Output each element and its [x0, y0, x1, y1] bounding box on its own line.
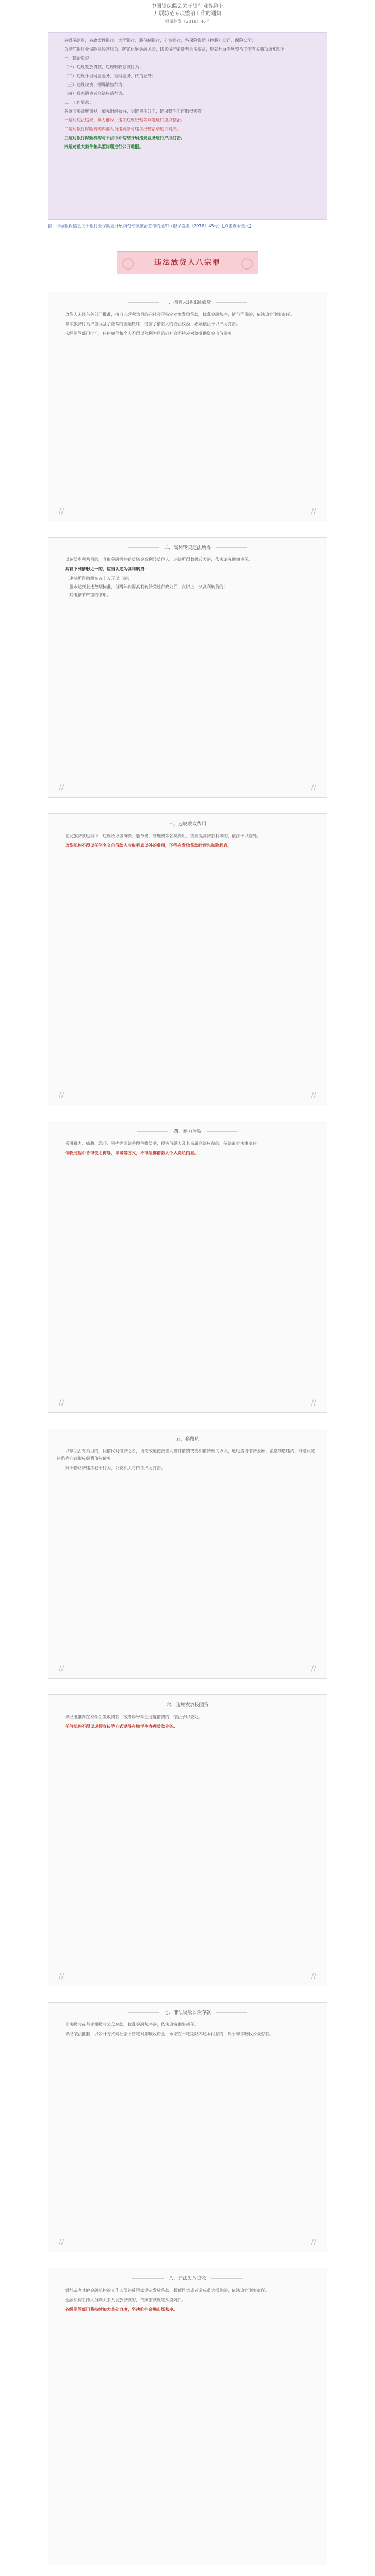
notice-title-line2: 开展防范专项整治工作的通知	[154, 11, 221, 17]
section-paragraph: 对于套路贷违法犯罪行为，公安机关将依法严厉打击。	[65, 1466, 165, 1470]
section-title: 四、暴力催收	[48, 1121, 327, 1137]
section-5	[48, 1429, 327, 1679]
notice-paragraph: （二）违规开展同业业务、理财业务、代销业务；	[64, 74, 156, 78]
section-paragraph: 任何机构不得以虚假宣传等方式诱导在校学生办理贷款业务。	[65, 1724, 178, 1729]
notice-green-line: 四是对重大案件和典型问题进行公开通报。	[64, 144, 143, 149]
section-paragraph: 非法吸收或者变相吸收公众存款，扰乱金融秩序的，依法追究刑事责任。	[65, 2022, 198, 2027]
quote-mark-icon: //	[59, 2238, 64, 2247]
section-title: 七、非法吸收公众存款	[48, 2003, 327, 2018]
notice-paragraph: 二、工作要求：	[64, 100, 93, 105]
section-paragraph: 银行或者其他金融机构的工作人员违反国家规定发放贷款，数额巨大或者造成重大损失的，依法追究刑事责任。	[65, 2288, 269, 2293]
section-2	[48, 537, 327, 798]
section-paragraph: 未经监管部门批准，任何单位和个人不得以营利为目的向社会不特定对象提供资金出借业务。	[65, 331, 236, 336]
notice-box	[48, 32, 327, 220]
quote-mark-icon: //	[311, 2238, 316, 2247]
notice-paragraph: （一）违规发放贷款、违规吸收存款行为；	[64, 65, 143, 69]
section-list-item: 违法所得数额在五十万元以上的；	[69, 576, 132, 581]
quote-mark-icon: //	[59, 1665, 64, 1673]
section-paragraph: 具有下列情形之一的，应当认定为高利转贷：	[65, 567, 148, 571]
quote-mark-icon: //	[59, 1399, 64, 1407]
section-8	[48, 2268, 327, 2565]
section-paragraph: 放贷机构不得以任何名义向借款人收取利息以外的费用，不得在发放贷款时预先扣除利息。	[65, 843, 232, 848]
source-link[interactable]: 摘：中国银保监会关于银行业保险业开展防范专项整治工作的通知（银保监发〔2018〕45号）【点击查看全文】	[48, 224, 254, 228]
section-paragraph: 以非法占有为目的，假借民间借贷之名，诱使或迫使被害人签订借贷或变相借贷相关协议，通过虚增借贷金额、恶意制造违约、肆意认定违约等方式形成虚假债权债务。	[57, 1449, 315, 1461]
section-paragraph: 未经批准向在校学生发放贷款，或者诱导学生过度借贷的，依法予以查处。	[65, 1715, 203, 1719]
section-4	[48, 1121, 327, 1413]
notice-green-line: 三是对银行保险机构与不法中介勾结开展违规业务进行严厉打击。	[64, 136, 185, 140]
quote-mark-icon: //	[59, 1972, 64, 1981]
notice-paragraph: 各单位要高度重视，加强组织领导，明确责任分工，确保整治工作取得实效。	[64, 109, 206, 114]
section-7	[48, 2002, 327, 2252]
section-title: 八、违法发放贷款	[48, 2268, 327, 2284]
section-list-item: 其他情节严重的情形。	[69, 593, 111, 597]
quote-mark-icon: //	[311, 1091, 316, 1100]
section-title: 三、违规收取费用	[48, 814, 327, 829]
banner	[117, 251, 258, 274]
quote-mark-icon: //	[59, 507, 64, 516]
section-1	[48, 292, 327, 521]
notice-paragraph: 为规范银行业保险业经营行为，防范化解金融风险，切实保护消费者合法权益，现就开展专项整治工作有关事项通知如下。	[64, 47, 289, 52]
quote-mark-icon: //	[59, 1091, 64, 1100]
quote-mark-icon: //	[311, 507, 316, 516]
notice-paragraph: （三）违规收费、捆绑销售行为；	[64, 82, 127, 87]
quote-mark-icon: //	[311, 784, 316, 792]
notice-header	[0, 0, 375, 25]
quote-mark-icon: //	[59, 784, 64, 792]
banner-title: 违法放贷人八宗罪	[154, 259, 221, 267]
quote-mark-icon: //	[311, 1665, 316, 1673]
section-paragraph: 非法放贷行为严重扰乱了正常的金融秩序，侵害了借款人的合法权益，必须依法予以严厉打击。	[65, 322, 240, 326]
section-title: 一、擅自未经批准放贷	[48, 292, 327, 308]
section-title: 五、套路贷	[48, 1429, 327, 1445]
section-paragraph: 以转贷牟利为目的，套取金融机构信贷资金高利转贷他人，违法所得数额较大的，依法追究刑事责任。	[65, 557, 253, 562]
notice-title-line1: 中国银保监会关于银行业保险业	[151, 4, 224, 9]
section-paragraph: 各级监管部门将持续加大查处力度，坚决维护金融市场秩序。	[65, 2307, 178, 2312]
notice-paragraph: （四）侵害消费者合法权益行为。	[64, 91, 127, 96]
notice-doc-number: 银保监发〔2018〕45号	[165, 19, 210, 24]
notice-red-line: 一是对违法违规、暴力催收、违法违规经营等问题进行重点整治。	[64, 118, 185, 123]
notice-red-line: 二是对银行保险机构内部人员违规参与违法经营活动进行问责。	[64, 127, 181, 131]
section-paragraph: 未经依法批准，以公开方式向社会不特定对象吸收资金，承诺在一定期限内还本付息的，属于非法吸收公众存款。	[65, 2032, 273, 2036]
section-paragraph: 在发放贷款过程中，违规收取咨询费、服务费、管理费等各类费用，变相提高贷款利率的，依法予以查处。	[65, 834, 261, 838]
section-paragraph: 采用暴力、威胁、恐吓、骚扰等非法手段催收贷款，侵害借款人及其亲属合法权益的，依法追究法律责任。	[65, 1141, 261, 1146]
section-title: 六、违规发放校园贷	[48, 1695, 327, 1711]
quote-mark-icon: //	[311, 1972, 316, 1981]
section-paragraph: 金融机构工作人员向关系人发放贷款的，依照前款规定从重处罚。	[65, 2298, 186, 2302]
notice-paragraph: 一、整治重点：	[64, 56, 93, 60]
section-paragraph: 放贷人未经有关部门批准，擅自以营利为目的向社会不特定对象发放贷款，扰乱金融秩序，情节严重的，依法追究刑事责任。	[65, 312, 294, 317]
quote-mark-icon: //	[311, 1399, 316, 1407]
section-paragraph: 催收过程中不得使用侮辱、诽谤等方式，不得泄露借款人个人隐私信息。	[65, 1151, 198, 1155]
section-title: 二、高利转贷违法所得	[48, 538, 327, 553]
section-list-item: 虽未达到上述数额标准，但两年内因高利转贷受过行政处罚二次以上，又高利转贷的；	[69, 584, 228, 589]
notice-paragraph: 各银保监局，各政策性银行、大型银行、股份制银行，外资银行，各保险集团（控股）公司、保险公司：	[64, 38, 256, 43]
section-3	[48, 813, 327, 1105]
section-6	[48, 1694, 327, 1986]
